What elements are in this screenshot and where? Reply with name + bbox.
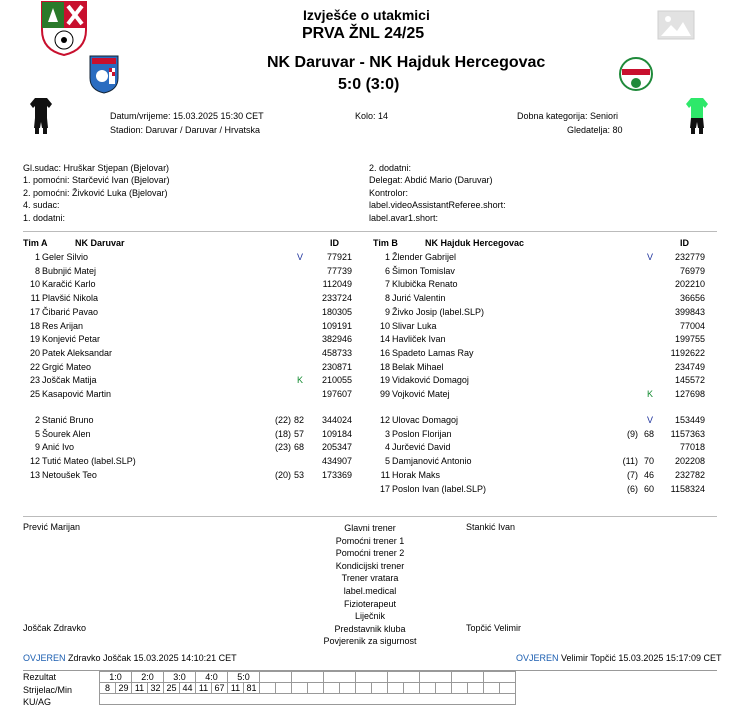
scorer-cell [468, 683, 484, 694]
scorer-cell: 8 [100, 683, 116, 694]
player-name: Anić Ivo [42, 442, 75, 453]
scorer-cell: 32 [148, 683, 164, 694]
player-id: 1157363 [670, 428, 705, 439]
player-number: 16 [379, 347, 390, 358]
player-id: 210055 [321, 375, 352, 386]
match-stadium: Stadion: Daruvar / Daruvar / Hrvatska [110, 125, 261, 135]
player-id: 77004 [679, 320, 705, 331]
scorer-cell [420, 683, 436, 694]
team-a-representative: Joščak Zdravko [23, 623, 87, 633]
player-number: 18 [29, 320, 40, 331]
result-cell [324, 672, 356, 683]
substitution-for: (22) [274, 415, 291, 425]
player-id: 382946 [321, 334, 352, 345]
scorer-cell [276, 683, 292, 694]
player-number: 4 [384, 442, 390, 453]
match-title: NK Daruvar - NK Hajduk Hercegovac [267, 54, 546, 71]
player-id: 344024 [321, 415, 352, 425]
scorer-cell [324, 683, 340, 694]
player-name: Havliček Ivan [392, 334, 446, 345]
spectators: Gledatelja: 80 [567, 125, 623, 135]
player-name: Konjević Petar [42, 334, 101, 345]
substitution-minute: 60 [643, 483, 654, 494]
player-name: Karačić Karlo [42, 279, 96, 290]
player-number: 12 [29, 456, 40, 467]
scorer-cell: 25 [164, 683, 180, 694]
player-id: 145572 [674, 375, 705, 386]
team-b-representative: Topčić Velimir [466, 623, 522, 633]
goals-grid [99, 671, 516, 705]
verified-status: OVJEREN [516, 653, 559, 663]
team-b-kit-icon [686, 98, 708, 134]
player-id: 233724 [321, 293, 352, 304]
scorer-cell [436, 683, 452, 694]
verified-status: OVJEREN [23, 653, 66, 663]
scorer-row [100, 683, 516, 694]
scorer-cell [372, 683, 388, 694]
competition-title: PRVA ŽNL 24/25 [302, 25, 425, 42]
team-b-id-header: ID [680, 238, 689, 248]
result-cell [452, 672, 484, 683]
scorer-cell [404, 683, 420, 694]
scorer-cell: 67 [212, 683, 228, 694]
player-name: Plavšić Nikola [42, 293, 99, 304]
official-line: 1. pomoćni: Starčević Ivan (Bjelovar) [23, 175, 170, 186]
player-number: 3 [384, 428, 390, 439]
player-number: 20 [29, 347, 40, 358]
substitution-for: (7) [627, 469, 638, 480]
result-cell [260, 672, 292, 683]
player-number: 25 [29, 389, 40, 399]
player-id: 173369 [321, 469, 352, 480]
player-id: 77921 [326, 252, 352, 262]
scorer-cell [292, 683, 308, 694]
goalkeeper-mark: V [647, 415, 654, 425]
official-line: label.videoAssistantReferee.short: [369, 200, 506, 211]
staff-role: Liječnik [354, 611, 385, 622]
player-name: Kasapović Martin [42, 389, 112, 399]
staff-role: Predstavnik kluba [334, 623, 406, 634]
player-name: Klubička Renato [392, 279, 458, 290]
match-round: Kolo: 14 [355, 111, 389, 121]
player-id: 112049 [322, 279, 352, 290]
staff-role: Kondicijski trener [335, 560, 405, 571]
goals-row-label: KU/AG [23, 697, 52, 707]
player-name: Patek Aleksandar [42, 347, 113, 358]
county-crest-icon [40, 0, 88, 56]
player-number: 10 [29, 279, 40, 290]
player-number: 5 [34, 428, 40, 439]
player-number: 2 [34, 415, 40, 425]
result-cell: 1:0 [100, 672, 132, 683]
player-id: 1158324 [670, 483, 705, 494]
team-a-head-coach: Prević Marijan [23, 522, 81, 532]
player-number: 23 [29, 375, 40, 386]
player-name: Jurić Valentin [392, 293, 446, 304]
scorer-cell [356, 683, 372, 694]
official-line: Kontrolor: [369, 187, 409, 198]
official-line: 2. dodatni: [369, 163, 412, 173]
scorer-cell [500, 683, 516, 694]
player-number: 1 [384, 252, 390, 262]
goals-row-label: Rezultat [23, 672, 57, 682]
player-id: 458733 [321, 347, 352, 358]
official-line: 1. dodatni: [23, 212, 66, 223]
player-name: Ulovac Domagoj [392, 415, 459, 425]
player-number: 9 [384, 306, 390, 317]
substitution-minute: 53 [293, 469, 304, 480]
player-number: 22 [29, 361, 40, 372]
substitution-for: (23) [274, 442, 291, 453]
player-name: Joščak Matija [42, 375, 97, 386]
staff-role: Glavni trener [344, 523, 396, 533]
player-number: 8 [34, 265, 40, 276]
result-cell: 4:0 [196, 672, 228, 683]
player-id: 399843 [674, 306, 705, 317]
report-title: Izvješće o utakmici [303, 7, 430, 23]
substitution-minute: 46 [643, 469, 654, 480]
officials-right [369, 162, 506, 224]
player-name: Vidaković Domagoj [392, 375, 469, 386]
official-line: 4. sudac: [23, 200, 60, 211]
player-name: Tutić Mateo (label.SLP) [42, 456, 136, 467]
divider [23, 516, 717, 517]
player-id: 232782 [674, 469, 705, 480]
scorer-cell: 44 [180, 683, 196, 694]
result-cell: 3:0 [164, 672, 196, 683]
substitution-minute: 68 [643, 428, 654, 439]
player-name: Grgić Mateo [42, 361, 92, 372]
player-name: Šimon Tomislav [392, 265, 455, 276]
scorer-cell [308, 683, 324, 694]
divider [23, 231, 717, 232]
player-number: 11 [30, 293, 40, 304]
image-placeholder-icon [657, 10, 695, 40]
result-cell [356, 672, 388, 683]
player-name: Stanić Bruno [42, 415, 94, 425]
substitution-minute: 70 [643, 456, 654, 467]
official-line: label.avar1.short: [369, 212, 439, 223]
team-b-label: Tim B [373, 238, 398, 248]
player-id: 153449 [674, 415, 705, 425]
player-name: Bubnjić Matej [42, 265, 97, 276]
team-b-head-coach: Stankić Ivan [466, 522, 516, 532]
goals-row-label: Strijelac/Min [23, 685, 73, 695]
player-id: 202210 [674, 279, 705, 290]
player-id: 1192622 [670, 347, 705, 358]
nk-daruvar-crest-icon [88, 54, 120, 94]
player-number: 18 [379, 361, 390, 372]
result-cell [292, 672, 324, 683]
player-name: Damjanović Antonio [392, 456, 472, 467]
player-name: Horak Maks [392, 469, 441, 480]
substitution-for: (11) [622, 456, 638, 467]
scorer-cell: 81 [244, 683, 260, 694]
player-name: Živko Josip (label.SLP) [392, 306, 485, 317]
substitution-minute: 82 [293, 415, 304, 425]
match-datetime: Datum/vrijeme: 15.03.2025 15:30 CET [110, 111, 264, 121]
goalkeeper-mark: V [297, 252, 304, 262]
captain-mark: K [297, 375, 304, 386]
player-id: 199755 [674, 334, 705, 345]
player-number: 6 [384, 265, 390, 276]
player-id: 205347 [321, 442, 352, 453]
substitution-for: (20) [274, 469, 291, 480]
team-a-label: Tim A [23, 238, 48, 248]
player-number: 19 [29, 334, 40, 345]
player-id: 202208 [674, 456, 705, 467]
verified-left [23, 653, 237, 663]
goalkeeper-mark: V [647, 252, 654, 262]
result-cell [484, 672, 516, 683]
staff-role: Pomoćni trener 2 [335, 548, 405, 559]
substitution-for: (6) [627, 483, 638, 494]
staff-role: Pomoćni trener 1 [335, 535, 405, 546]
team-a-id-header: ID [330, 238, 339, 248]
player-name: Šourek Alen [42, 428, 91, 439]
scorer-cell: 11 [196, 683, 212, 694]
player-number: 8 [384, 293, 390, 304]
scorer-cell [388, 683, 404, 694]
player-id: 234749 [674, 361, 705, 372]
player-id: 77018 [679, 442, 705, 453]
ku-ag-row [100, 694, 516, 705]
scorer-cell [484, 683, 500, 694]
player-name: Poslon Ivan (label.SLP) [392, 483, 487, 494]
team-b-name: NK Hajduk Hercegovac [425, 238, 525, 248]
scorer-cell: 11 [132, 683, 148, 694]
substitution-minute: 68 [293, 442, 304, 453]
substitution-for: (9) [627, 428, 638, 439]
player-name: Res Arijan [42, 320, 84, 331]
player-number: 12 [379, 415, 390, 425]
staff-role: Trener vratara [341, 573, 399, 584]
player-id: 197607 [321, 389, 352, 399]
player-number: 14 [379, 334, 390, 345]
result-cell [388, 672, 420, 683]
player-name: Vojković Matej [392, 389, 450, 399]
match-score: 5:0 (3:0) [338, 76, 400, 93]
official-line: Gl.sudac: Hruškar Stjepan (Bjelovar) [23, 163, 170, 173]
result-cell [420, 672, 452, 683]
scorer-cell: 29 [116, 683, 132, 694]
verified-right [516, 653, 721, 663]
player-number: 17 [379, 483, 390, 494]
player-id: 109184 [321, 428, 352, 439]
player-name: Poslon Florijan [392, 428, 452, 439]
official-line: 2. pomoćni: Živković Luka (Bjelovar) [23, 187, 168, 198]
scorer-cell: 11 [228, 683, 244, 694]
verified-by: Zdravko Joščak 15.03.2025 14:10:21 CET [68, 653, 237, 663]
ku-ag-cell [100, 694, 516, 705]
player-number: 9 [34, 442, 40, 453]
official-line: Delegat: Abdić Mario (Daruvar) [369, 175, 493, 186]
player-id: 434907 [321, 456, 352, 467]
scorer-cell [260, 683, 276, 694]
player-number: 10 [379, 320, 390, 331]
player-id: 36656 [679, 293, 705, 304]
verified-by: Velimir Topčić 15.03.2025 15:17:09 CET [561, 653, 722, 663]
player-name: Geler Silvio [42, 252, 89, 262]
player-name: Slivar Luka [392, 320, 437, 331]
player-number: 13 [29, 469, 40, 480]
team-a-kit-icon [30, 98, 52, 134]
substitution-minute: 57 [293, 428, 304, 439]
player-number: 7 [384, 279, 390, 290]
substitution-for: (18) [274, 428, 291, 439]
officials-left [23, 162, 170, 224]
scorer-cell [340, 683, 356, 694]
player-name: Belak Mihael [392, 361, 444, 372]
player-id: 230871 [321, 361, 352, 372]
nk-hajduk-hercegovac-crest-icon [619, 55, 653, 93]
player-number: 1 [34, 252, 40, 262]
player-id: 180305 [321, 306, 352, 317]
staff-role: label.medical [343, 585, 397, 596]
team-a-name: NK Daruvar [75, 238, 125, 248]
result-cell: 5:0 [228, 672, 260, 683]
player-id: 232779 [674, 252, 705, 262]
player-name: Spadeto Lamas Ray [392, 347, 474, 358]
player-id: 109191 [321, 320, 352, 331]
player-id: 77739 [326, 265, 352, 276]
scorer-cell [452, 683, 468, 694]
staff-roles [290, 522, 450, 648]
age-category: Dobna kategorija: Seniori [517, 111, 619, 121]
player-id: 76979 [679, 265, 705, 276]
player-number: 17 [29, 306, 40, 317]
player-name: Netoušek Teo [42, 469, 97, 480]
staff-role: Fizioterapeut [343, 598, 397, 609]
player-number: 19 [379, 375, 390, 386]
captain-mark: K [647, 389, 654, 399]
player-id: 127698 [674, 389, 705, 399]
player-number: 99 [379, 389, 390, 399]
player-name: Čibarić Pavao [42, 306, 99, 317]
result-cell: 2:0 [132, 672, 164, 683]
player-number: 5 [384, 456, 390, 467]
staff-role: Povjerenik za sigurnost [323, 636, 417, 647]
result-row [100, 672, 516, 683]
player-name: Žlender Gabrijel [392, 252, 457, 262]
player-number: 11 [380, 469, 390, 480]
player-name: Jurčević David [392, 442, 451, 453]
